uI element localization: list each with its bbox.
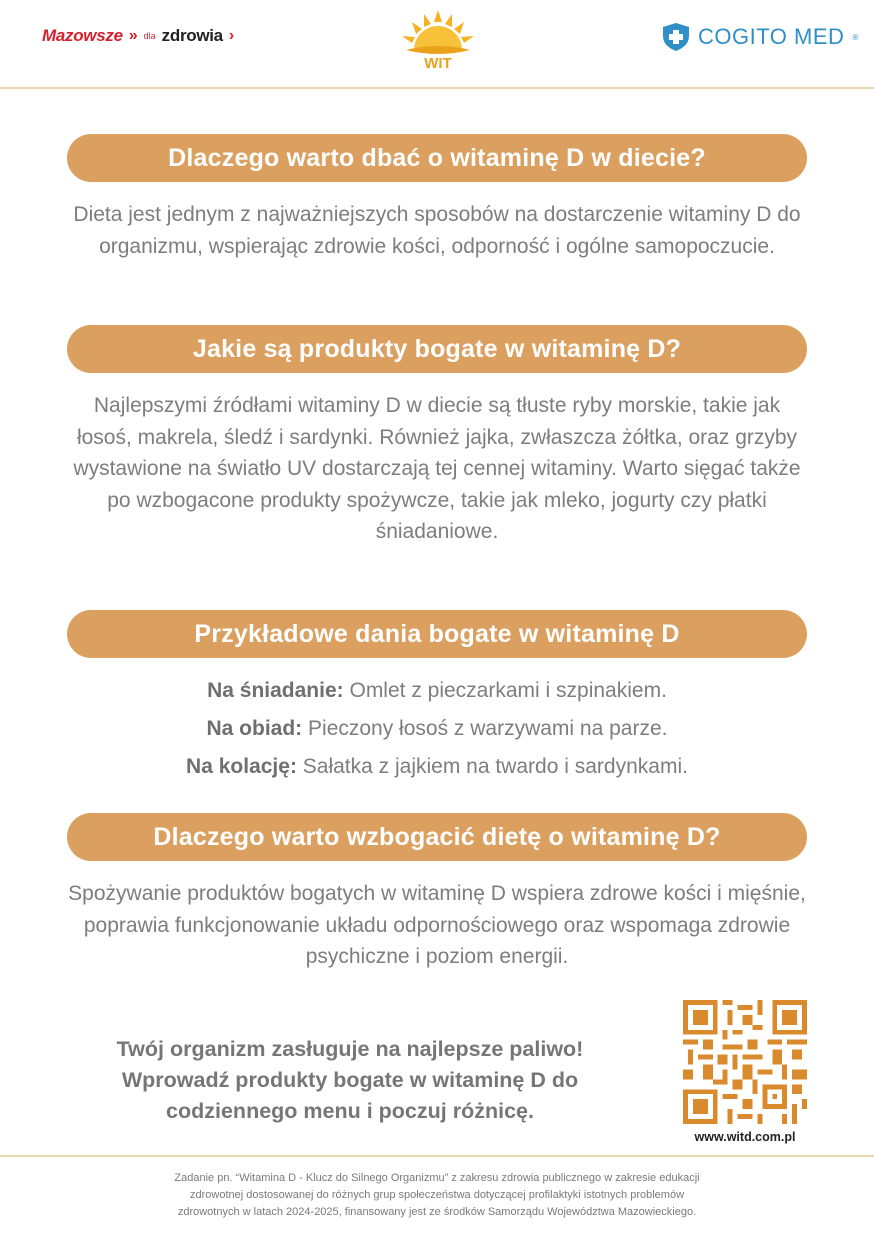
logo-zdrowia-text: zdrowia <box>161 26 223 45</box>
section-body-1: Dieta jest jednym z najważniejszych sposobów na dostarczenie witaminy D do organizmu, wspierając zdrowie kości, odporność i ogólne samopoczucie. <box>73 203 801 258</box>
meal-text: Omlet z pieczarkami i szpinakiem. <box>349 679 667 702</box>
footer-divider <box>0 1155 874 1157</box>
meal-text: Sałatka z jajkiem na twardo i sardynkami. <box>302 755 688 778</box>
meal-lunch <box>67 714 807 752</box>
footer-line-1: Zadanie pn. “Witamina D - Klucz do Silnego Organizmu” z zakresu zdrowia publicznego w zakresie edukacji <box>174 1172 700 1184</box>
header-divider <box>0 87 874 89</box>
meal-list <box>67 676 807 790</box>
footer-line-3: zdrowotnych w latach 2024-2025, finansowany jest ze środków Samorządu Województwa Mazowieckiego. <box>177 1206 697 1218</box>
cogito-med-logo <box>662 22 858 52</box>
double-chevron-icon: » <box>128 27 138 44</box>
closing-line-3: codziennego menu i poczuj różnicę. <box>166 1099 534 1123</box>
meal-label: Na obiad: <box>206 717 303 740</box>
footer-funding-note <box>100 1170 774 1221</box>
meal-label: Na śniadanie: <box>207 679 344 702</box>
meal-dinner <box>67 752 807 790</box>
page-header <box>0 0 874 88</box>
section-body-2: Najlepszymi źródłami witaminy D w diecie są tłuste ryby morskie, takie jak łosoś, makrela, śledź i sardynki. Również jajka, zwłaszcza żółtka, oraz grzyby wystawione na światło UV dostarczają tej cennej witaminy. Warto sięgać także po wzbogacone produkty spożywcze, takie jak mleko, jogurty czy płatki śniadaniowe. <box>73 394 801 543</box>
logo-mazowsze-text: Mazowsze <box>42 26 123 45</box>
section-body-4: Spożywanie produktów bogatych w witaminę D wspiera zdrowe kości i mięśnie, poprawia funkcjonowanie układu odpornościowego oraz wspomaga zdrowie psychiczne i poziom energii. <box>68 882 806 968</box>
chevron-right-icon: › <box>228 27 235 44</box>
meal-text: Pieczony łosoś z warzywami na parze. <box>308 717 668 740</box>
closing-line-1: Twój organizm zasługuje na najlepsze paliwo! <box>116 1037 584 1061</box>
footer-line-2: zdrowotnej dostosowanej do różnych grup społeczeństwa dotyczącej profilaktyki istotnych problemów <box>189 1189 685 1201</box>
logo-dla-text: dla <box>143 31 156 41</box>
section-title-1: Dlaczego warto dbać o witaminę D w diecie? <box>67 134 807 182</box>
wit-sun-logo <box>396 6 480 72</box>
section-title-4: Dlaczego warto wzbogacić dietę o witaminę D? <box>67 813 807 861</box>
closing-line-2: Wprowadź produkty bogate w witaminę D do <box>121 1068 579 1092</box>
logo-cogito-med-text: COGITO MED <box>698 24 845 49</box>
website-url[interactable]: www.witd.com.pl <box>694 1130 796 1144</box>
meal-label: Na kolację: <box>186 755 297 778</box>
meal-breakfast <box>67 676 807 714</box>
registered-mark: ® <box>852 32 859 42</box>
mazowsze-dla-zdrowia-logo <box>42 26 234 46</box>
section-title-2: Jakie są produkty bogate w witaminę D? <box>67 325 807 373</box>
qr-code[interactable] <box>683 1000 807 1124</box>
closing-message <box>62 1034 638 1127</box>
logo-wit-text: WIT <box>424 55 452 72</box>
section-title-3: Przykładowe dania bogate w witaminę D <box>67 610 807 658</box>
shield-cross-icon <box>662 22 690 52</box>
